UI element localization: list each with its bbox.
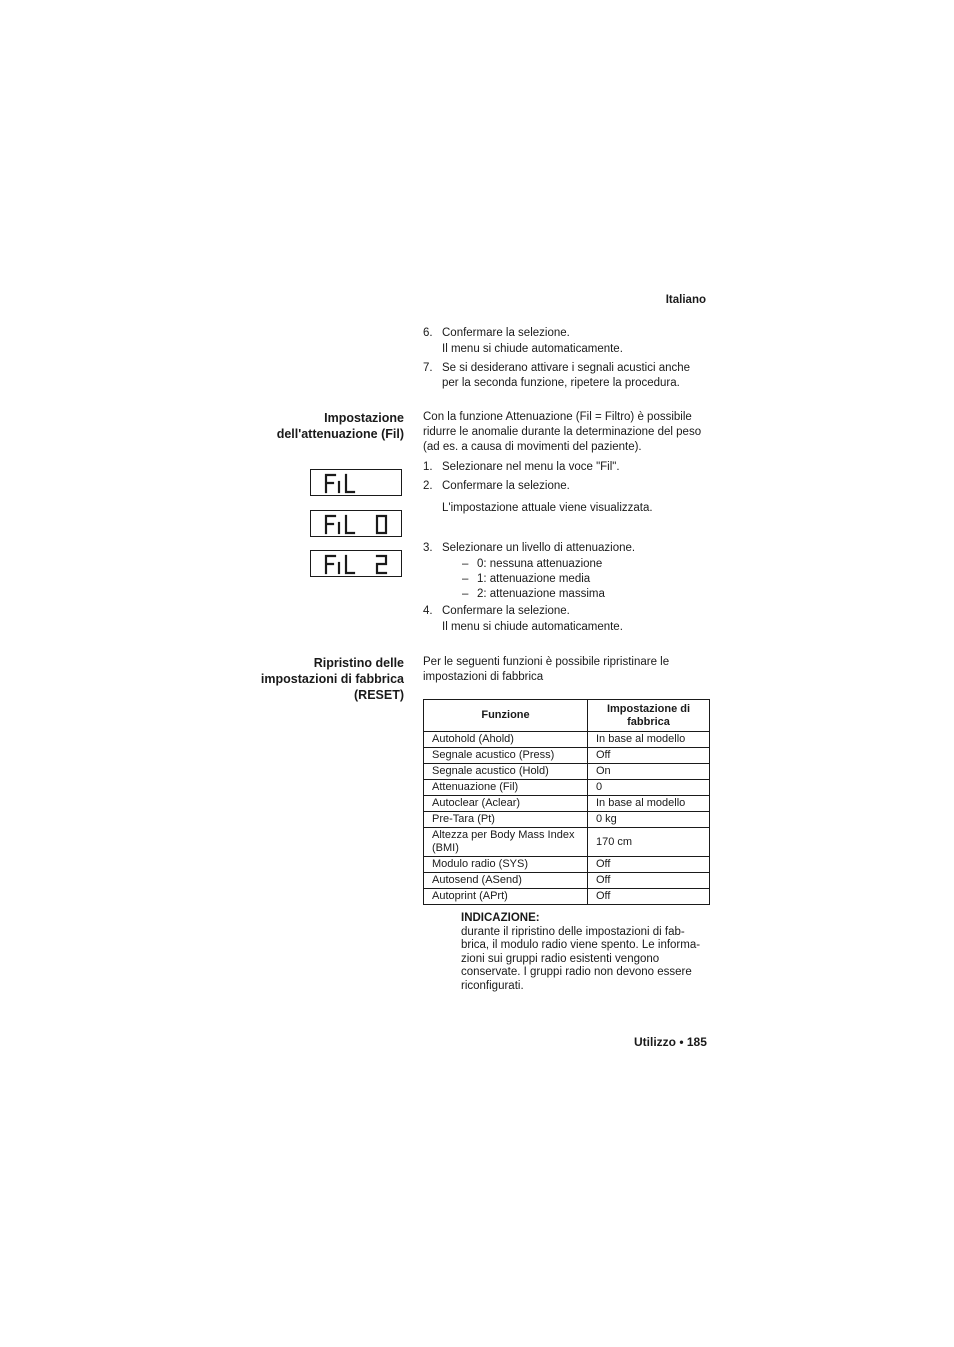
reset-intro [423, 655, 713, 685]
table-cell-value: 170 cm [588, 828, 710, 857]
option-text: 2: attenuazione massima [477, 588, 605, 600]
note-line: riconfigurati. [461, 979, 524, 992]
heading-line: dell'attenuazione (Fil) [276, 427, 404, 441]
step-text: Confermare la selezione. [442, 480, 570, 492]
lcd-fil-0-icon [311, 511, 403, 538]
fil-step-3 [423, 541, 713, 556]
table-cell-function: Segnale acustico (Hold) [424, 764, 588, 780]
table-header-row [424, 700, 710, 732]
step-number: 3. [423, 542, 433, 554]
step-text: Il menu si chiude automaticamente. [442, 621, 623, 633]
intro-line: Con la funzione Attenuazione (Fil = Filtro) è possibile [423, 411, 692, 423]
intro-line: impostazioni di fabbrica [423, 671, 544, 683]
table-cell-function: Autoprint (APrt) [424, 889, 588, 905]
table-cell-function: Autosend (ASend) [424, 873, 588, 889]
table-cell-value: In base al modello [588, 796, 710, 812]
note-line: brica, il modulo radio viene spento. Le informa- [461, 939, 701, 952]
option-text: 0: nessuna attenuazione [477, 558, 603, 570]
step-number: 6. [423, 327, 433, 339]
page-footer: Utilizzo • 185 [634, 1035, 707, 1049]
table-row [424, 857, 710, 873]
note-line: zioni sui gruppi radio esistenti vengono [461, 952, 660, 965]
table-cell-value: Off [588, 889, 710, 905]
option-item: – 1: attenuazione media [462, 573, 591, 585]
heading-line: Impostazione [324, 411, 404, 425]
note-line: durante il ripristino delle impostazioni di fab- [461, 925, 685, 938]
table-row [424, 732, 710, 748]
table-cell-function: Segnale acustico (Press) [424, 748, 588, 764]
table-cell-function: Attenuazione (Fil) [424, 780, 588, 796]
factory-settings-table [423, 699, 710, 905]
table-row [424, 889, 710, 905]
heading-line: (RESET) [354, 688, 404, 702]
intro-line: Per le seguenti funzioni è possibile ripristinare le [423, 656, 670, 668]
step-text: Confermare la selezione. [442, 605, 570, 617]
table-cell-value: In base al modello [588, 732, 710, 748]
step-text: Il menu si chiude automaticamente. [442, 343, 623, 355]
section-heading-reset [261, 655, 404, 703]
table-cell-function: Autohold (Ahold) [424, 732, 588, 748]
table-row [424, 748, 710, 764]
table-cell-value: On [588, 764, 710, 780]
table-row [424, 812, 710, 828]
table-cell-function: Autoclear (Aclear) [424, 796, 588, 812]
step-number: 4. [423, 605, 433, 617]
fil-step-2 [423, 479, 713, 494]
lcd-display-fil-0 [310, 510, 402, 537]
current-setting-text: L'impostazione attuale viene visualizzata. [442, 502, 653, 514]
option-text: 1: attenuazione media [477, 573, 591, 585]
step-number: 1. [423, 461, 433, 473]
step-text: Se si desiderano attivare i segnali acustici anche [442, 362, 691, 374]
option-item: – 2: attenuazione massima [462, 588, 605, 600]
section-heading-fil [277, 410, 404, 442]
table-cell-value: Off [588, 873, 710, 889]
column-header-impostazione: Impostazione di fabbrica [588, 700, 710, 732]
table-cell-value: Off [588, 748, 710, 764]
fil-intro [423, 410, 713, 455]
table-cell-function: Altezza per Body Mass Index (BMI) [424, 828, 588, 857]
page-language-label: Italiano [665, 294, 706, 306]
table-cell-function: Pre-Tara (Pt) [424, 812, 588, 828]
table-cell-value: Off [588, 857, 710, 873]
heading-line: impostazioni di fabbrica [260, 672, 404, 686]
table-cell-value: 0 kg [588, 812, 710, 828]
step-text: Selezionare un livello di attenuazione. [442, 542, 636, 554]
step-text: Confermare la selezione. [442, 327, 570, 339]
heading-line: Ripristino delle [313, 656, 404, 670]
column-header-funzione: Funzione [424, 700, 588, 732]
step-6 [423, 326, 713, 357]
intro-line: ridurre le anomalie durante la determinazione del peso [423, 426, 702, 438]
lcd-display-fil [310, 469, 402, 496]
step-number: 7. [423, 362, 433, 374]
lcd-display-fil-2 [310, 550, 402, 577]
note-line: conservate. I gruppi radio non devono essere [461, 966, 692, 979]
step-number: 2. [423, 480, 433, 492]
table-row [424, 796, 710, 812]
step-text: Selezionare nel menu la voce "Fil". [442, 461, 620, 473]
fil-step-1 [423, 460, 713, 475]
step-7 [423, 361, 713, 391]
table-row [424, 780, 710, 796]
table-row [424, 873, 710, 889]
table-row [424, 764, 710, 780]
table-cell-value: 0 [588, 780, 710, 796]
step-text: per la seconda funzione, ripetere la procedura. [442, 377, 680, 389]
table-row [424, 828, 710, 857]
fil-step-4 [423, 604, 713, 635]
option-item: – 0: nessuna attenuazione [462, 558, 603, 570]
table-cell-function: Modulo radio (SYS) [424, 857, 588, 873]
intro-line: (ad es. a causa di movimenti del paziente). [423, 441, 642, 453]
note-title: INDICAZIONE: [461, 912, 540, 924]
lcd-fil-icon [311, 470, 403, 497]
note-box [461, 912, 711, 994]
lcd-fil-2-icon [311, 551, 403, 578]
